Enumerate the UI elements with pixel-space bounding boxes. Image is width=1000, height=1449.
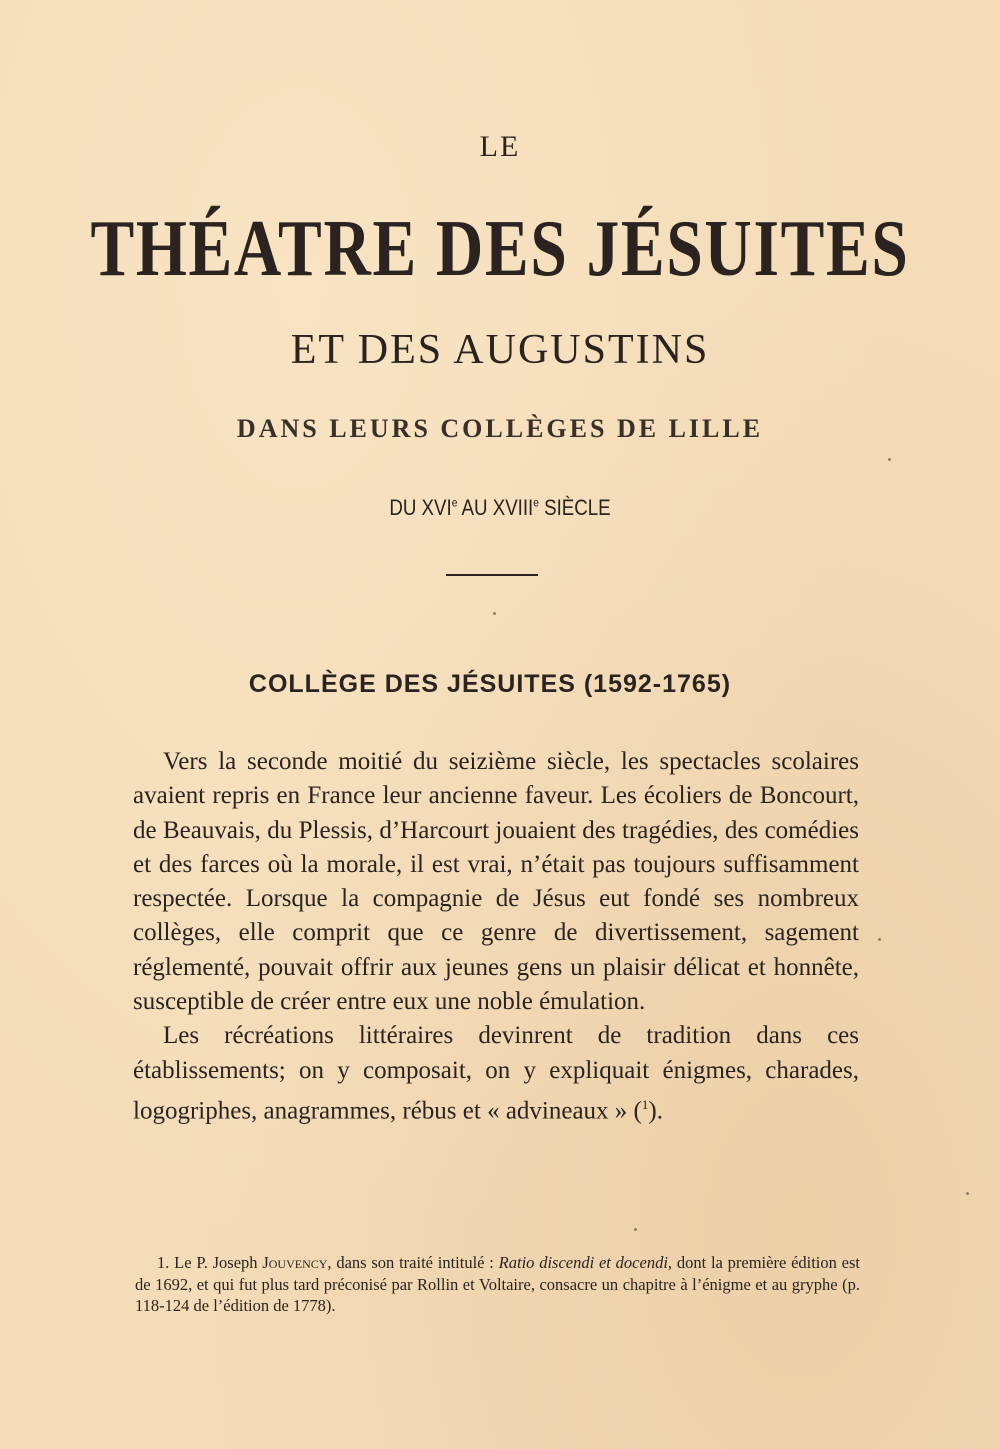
paper-speck: [888, 458, 891, 461]
footnote: 1. Le P. Joseph Jouvency, dans son traité intitulé : Ratio discendi et docendi, dont la première édition est de 1692, et qui fut plus tard préconisé par Rollin et Voltaire, consacre un chapitre à l’énigme et au gryphe (p. 118-124 de l’édition de 1778).: [135, 1253, 861, 1315]
subtitle-colleges: DANS LEURS COLLÈGES DE LILLE: [236, 414, 764, 443]
body-text: [133, 745, 859, 1129]
paragraph-2: Les récréations littéraires devinrent de tradition dans ces établissements; on y composait, on y expliquait énigmes, charades, logogriphes, anagrammes, rébus et « advineaux » ($^1$).: [133, 1022, 859, 1125]
paper-speck: [634, 1228, 637, 1231]
section-heading: COLLÈGE DES JÉSUITES (1592-1765): [248, 670, 732, 698]
paper-speck: [878, 938, 881, 941]
title-article: LE: [479, 130, 521, 163]
footnote-reference: 1: [641, 1096, 649, 1112]
divider-rule: [446, 574, 538, 576]
paper-speck: [493, 612, 496, 615]
period-line: DU XVIe AU XVIIIe SIÈCLE: [389, 495, 611, 520]
subtitle: ET DES AUGUSTINS: [290, 327, 710, 373]
paragraph-1: Vers la seconde moitié du seizième siècle, les spectacles scolaires avaient repris en France leur ancienne faveur. Les écoliers de Boncourt, de Beauvais, du Plessis, d’Harcourt jouaient des tragédies, des comédies et des farces où la morale, il est vrai, n’était pas toujours suffisamment respectée. Lorsque la compagnie de Jésus eut fondé ses nombreux collèges, elle comprit que ce genre de divertissement, sagement réglementé, pouvait offrir aux jeunes gens un plaisir délicat et honnête, susceptible de créer entre eux une noble émulation.: [133, 748, 859, 1016]
main-title: THÉATRE DES JÉSUITES: [90, 205, 910, 293]
paper-speck: [966, 1192, 969, 1195]
